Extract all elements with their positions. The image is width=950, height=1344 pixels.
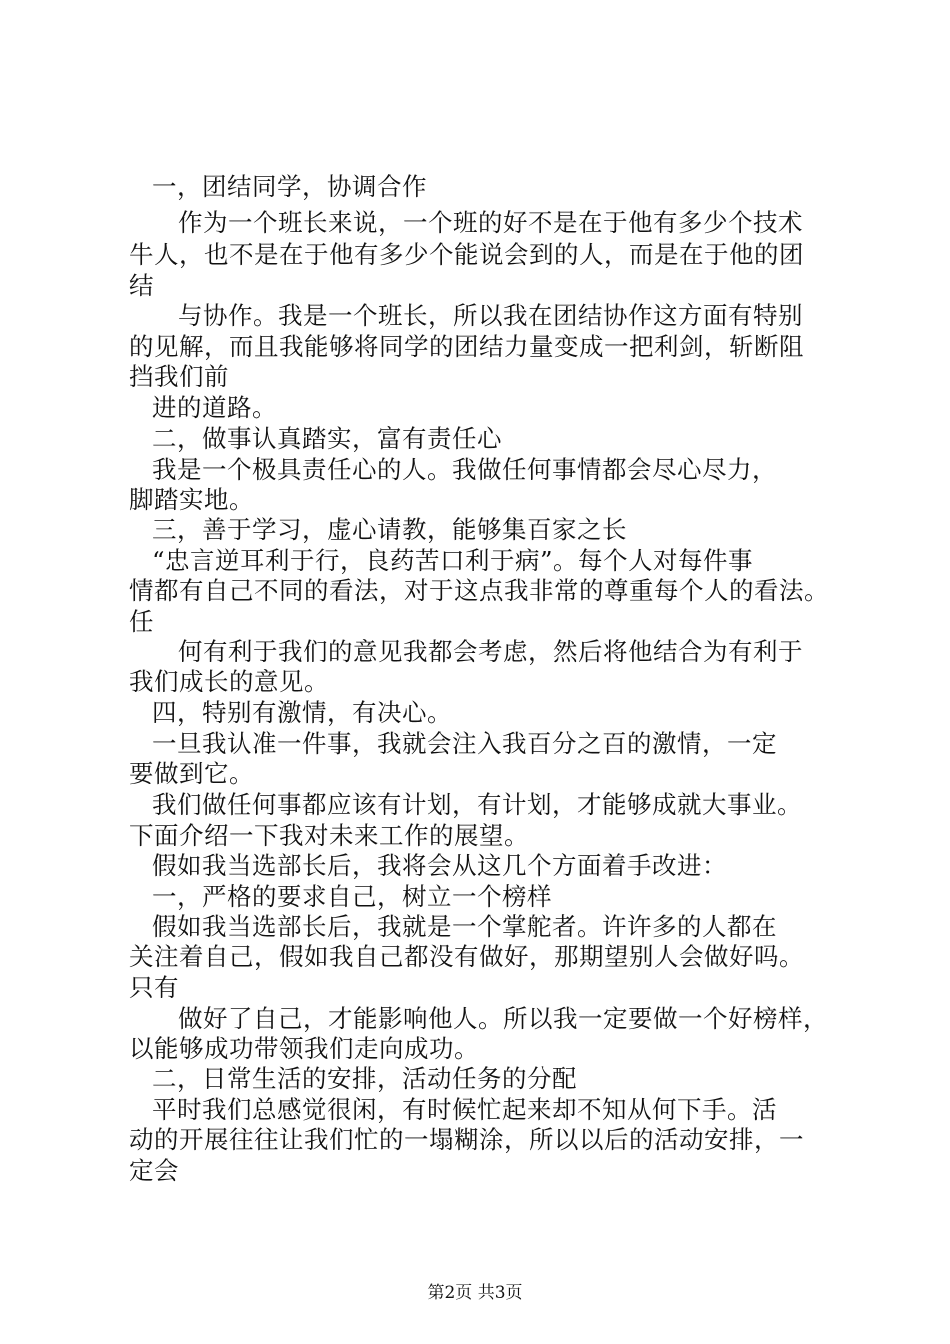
paragraph-line: 情都有自己不同的看法，对于这点我非常的尊重每个人的看法。 (129, 576, 829, 605)
paragraph-line: 假如我当选部长后，我将会从这几个方面着手改进： (152, 851, 727, 880)
paragraph-line: 的见解，而且我能够将同学的团结力量变成一把利剑，斩断阻 (129, 332, 804, 361)
page-number-footer: 第2页 共3页 (427, 1283, 523, 1303)
paragraph-line: 只有 (129, 973, 179, 1002)
paragraph-line: 动的开展往往让我们忙的一塌糊涂，所以以后的活动安排，一 (129, 1125, 804, 1154)
paragraph-line: 假如我当选部长后，我就是一个掌舵者。许许多的人都在 (152, 912, 777, 941)
paragraph-line: 任 (129, 607, 154, 636)
section-heading: 一，严格的要求自己，树立一个榜样 (152, 882, 552, 911)
section-heading: 四，特别有激情，有决心。 (152, 698, 452, 727)
paragraph-line: 要做到它。 (129, 759, 254, 788)
paragraph-line: 脚踏实地。 (129, 485, 254, 514)
paragraph-line: 我是一个极具责任心的人。我做任何事情都会尽心尽力， (152, 455, 777, 484)
paragraph-line: 关注着自己，假如我自己都没有做好，那期望别人会做好吗。 (129, 942, 804, 971)
section-heading: 二，做事认真踏实，富有责任心 (152, 424, 502, 453)
paragraph-line: 我们做任何事都应该有计划，有计划，才能够成就大事业。 (152, 790, 802, 819)
section-heading: 一，团结同学，协调合作 (152, 172, 427, 201)
section-heading: 二，日常生活的安排，活动任务的分配 (152, 1064, 577, 1093)
paragraph-line: 我们成长的意见。 (129, 667, 329, 696)
paragraph-line: 以能够成功带领我们走向成功。 (129, 1034, 479, 1063)
section-heading: 三，善于学习，虚心请教，能够集百家之长 (152, 515, 627, 544)
paragraph-line: 平时我们总感觉很闲，有时候忙起来却不知从何下手。活 (152, 1095, 777, 1124)
paragraph-line: 与协作。我是一个班长，所以我在团结协作这方面有特别 (178, 301, 803, 330)
paragraph-line: 做好了自己，才能影响他人。所以我一定要做一个好榜样， (178, 1004, 828, 1033)
paragraph-line: 定会 (129, 1156, 179, 1185)
paragraph-line: 一旦我认准一件事，我就会注入我百分之百的激情，一定 (152, 729, 777, 758)
paragraph-line: “忠言逆耳利于行，良药苦口利于病”。每个人对每件事 (152, 546, 754, 575)
paragraph-line: 何有利于我们的意见我都会考虑，然后将他结合为有利于 (178, 637, 803, 666)
paragraph-line: 作为一个班长来说，一个班的好不是在于他有多少个技术 (178, 208, 803, 237)
paragraph-line: 进的道路。 (152, 393, 277, 422)
paragraph-line: 挡我们前 (129, 362, 229, 391)
paragraph-line: 牛人，也不是在于他有多少个能说会到的人，而是在于他的团 (129, 240, 804, 269)
paragraph-line: 下面介绍一下我对未来工作的展望。 (129, 821, 529, 850)
paragraph-line: 结 (129, 271, 154, 300)
